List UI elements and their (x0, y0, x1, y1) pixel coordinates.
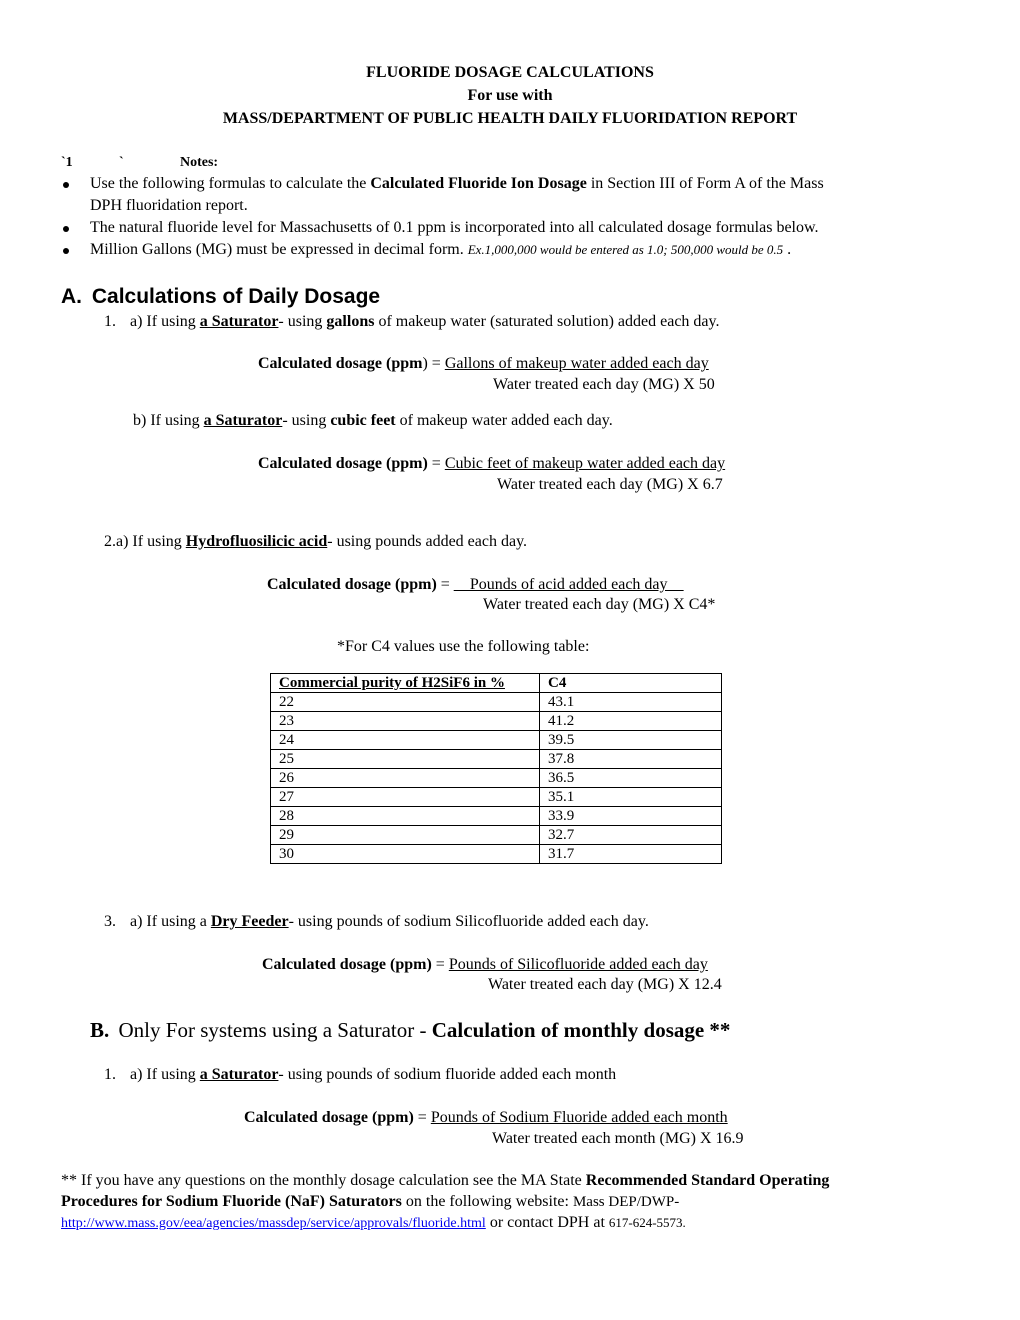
item-text: - using pounds added each day. (327, 533, 528, 550)
item-1a (104, 313, 719, 331)
footer-line-3 (61, 1214, 686, 1232)
notes-tick: ` (119, 155, 124, 170)
footer-text: Mass DEP/DWP- (572, 1194, 680, 1210)
calc-equals: ) = (422, 355, 445, 372)
notes-label: Notes: (180, 155, 219, 170)
calc-label: Calculated dosage (ppm (258, 355, 423, 372)
formula-numerator: Gallons of makeup water added each day (444, 355, 709, 372)
table-row (271, 693, 722, 712)
section-a-heading (61, 285, 380, 309)
section-title-bold: Calculation of monthly dosage ** (431, 1018, 731, 1042)
purity-cell: 29 (271, 826, 540, 845)
item-number: 1. (104, 313, 116, 330)
formula-2-numerator-line (267, 576, 684, 594)
purity-cell: 22 (271, 693, 540, 712)
c4-cell: 39.5 (540, 731, 722, 750)
item-3 (104, 913, 649, 931)
formula-1b-denominator: Water treated each day (MG) X 6.7 (497, 476, 723, 493)
formula-3-numerator-line (262, 956, 708, 974)
footer-line-1 (61, 1172, 829, 1190)
note-bullet-1-cont: DPH fluoridation report. (90, 197, 248, 214)
purity-cell: 27 (271, 788, 540, 807)
device-name: Hydrofluosilicic acid (185, 533, 328, 550)
item-1b (133, 412, 613, 430)
phone-number: 617-624-5573. (608, 1215, 686, 1230)
footer-text: ** If you have any questions on the monthly dosage calculation see the MA State (61, 1172, 586, 1189)
formula-3-denominator: Water treated each day (MG) X 12.4 (488, 976, 722, 993)
calc-equals: = (413, 1109, 431, 1126)
note-bullet-1 (90, 175, 824, 193)
c4-cell: 32.7 (540, 826, 722, 845)
note-bullet-3 (90, 241, 791, 259)
document-subtitle: For use with (467, 87, 553, 104)
report-name: MASS/DEPARTMENT OF PUBLIC HEALTH DAILY FLUORIDATION REPORT (222, 110, 798, 127)
document-title: FLUORIDE DOSAGE CALCULATIONS (366, 64, 654, 81)
bullet-icon (63, 226, 69, 232)
c4-table (270, 673, 722, 864)
notes-prefix: `1 (61, 155, 73, 170)
device-name: a Saturator (199, 1066, 279, 1083)
section-title: Only For systems using a Saturator - (118, 1018, 432, 1042)
purity-cell: 24 (271, 731, 540, 750)
item-number: 2. (104, 533, 116, 550)
unit-name: gallons (326, 313, 375, 330)
formula-b1-numerator-line (244, 1109, 728, 1127)
c4-cell: 35.1 (540, 788, 722, 807)
item-number: 3. (104, 913, 116, 930)
purity-cell: 30 (271, 845, 540, 864)
c4-cell: 41.2 (540, 712, 722, 731)
section-b-heading (90, 1018, 730, 1043)
purity-cell: 26 (271, 769, 540, 788)
item-text: a) If using (130, 1066, 200, 1083)
calc-equals: = (431, 956, 449, 973)
footer-bold-text: Recommended Standard Operating (585, 1172, 830, 1189)
table-row (271, 845, 722, 864)
calc-label: Calculated dosage (ppm) (244, 1109, 414, 1126)
device-name: Dry Feeder (210, 913, 289, 930)
table-row (271, 807, 722, 826)
calc-equals: = (436, 576, 454, 593)
note-example: Ex.1,000,000 would be entered as 1.0; 500,000 would be 0.5 (467, 242, 784, 257)
footer-text: or contact DPH at (485, 1214, 609, 1231)
column-header-c4: C4 (540, 674, 722, 693)
table-row (271, 750, 722, 769)
purity-cell: 28 (271, 807, 540, 826)
formula-numerator: Pounds of Sodium Fluoride added each month (430, 1109, 728, 1126)
table-header-row (271, 674, 722, 693)
c4-cell: 43.1 (540, 693, 722, 712)
formula-numerator: Pounds of Silicofluoride added each day (448, 956, 708, 973)
note-bold-text: Calculated Fluoride Ion Dosage (370, 175, 587, 192)
footer-text: on the following website: (401, 1193, 573, 1210)
c4-table-note: *For C4 values use the following table: (337, 638, 590, 655)
note-text: in Section III of Form A of the Mass (586, 175, 824, 192)
table-row (271, 712, 722, 731)
item-text: - using pounds of sodium fluoride added each month (278, 1066, 617, 1083)
table-row (271, 826, 722, 845)
item-text: b) If using (133, 412, 204, 429)
item-text: a) If using a (130, 913, 211, 930)
purity-cell: 25 (271, 750, 540, 769)
device-name: a Saturator (199, 313, 279, 330)
item-text: a) If using (130, 313, 200, 330)
fluoride-link[interactable]: http://www.mass.gov/eea/agencies/massdep/service/approvals/fluoride.html (61, 1216, 486, 1231)
c4-cell: 31.7 (540, 845, 722, 864)
formula-1a-denominator: Water treated each day (MG) X 50 (493, 376, 715, 393)
item-number: 1. (104, 1066, 116, 1083)
item-b1 (104, 1066, 616, 1084)
section-letter: A. (61, 285, 82, 308)
c4-cell: 36.5 (540, 769, 722, 788)
table-row (271, 731, 722, 750)
table-row (271, 788, 722, 807)
formula-1b-numerator-line (258, 455, 725, 473)
column-header-purity: Commercial purity of H2SiF6 in % (271, 674, 540, 693)
bullet-icon (63, 182, 69, 188)
item-text: of makeup water added each day. (395, 412, 613, 429)
purity-cell: 23 (271, 712, 540, 731)
unit-name: cubic feet (330, 412, 396, 429)
note-text: . (783, 241, 792, 258)
formula-numerator: __Pounds of acid added each day__ (453, 576, 684, 593)
item-2 (104, 533, 527, 551)
item-text: a) If using (116, 533, 186, 550)
calc-label: Calculated dosage (ppm) (258, 455, 428, 472)
table-row (271, 769, 722, 788)
formula-1a-numerator-line (258, 355, 709, 373)
formula-2-denominator: Water treated each day (MG) X C4* (483, 596, 716, 613)
note-text: Million Gallons (MG) must be expressed in decimal form. (90, 241, 468, 258)
item-text: - using (278, 313, 327, 330)
calc-equals: = (427, 455, 445, 472)
item-text: - using pounds of sodium Silicofluoride added each day. (288, 913, 649, 930)
formula-numerator: Cubic feet of makeup water added each day (444, 455, 726, 472)
c4-cell: 37.8 (540, 750, 722, 769)
footer-bold-text: Procedures for Sodium Fluoride (NaF) Saturators (61, 1193, 402, 1210)
c4-cell: 33.9 (540, 807, 722, 826)
note-bullet-2: The natural fluoride level for Massachusetts of 0.1 ppm is incorporated into all calculated dosage formulas below. (90, 219, 819, 236)
note-text: Use the following formulas to calculate the (90, 175, 371, 192)
calc-label: Calculated dosage (ppm) (262, 956, 432, 973)
item-text: - using (282, 412, 331, 429)
item-text: of makeup water (saturated solution) added each day. (374, 313, 720, 330)
formula-b1-denominator: Water treated each month (MG) X 16.9 (492, 1130, 744, 1147)
calc-label: Calculated dosage (ppm) (267, 576, 437, 593)
bullet-icon (63, 248, 69, 254)
device-name: a Saturator (203, 412, 283, 429)
footer-line-2 (61, 1193, 679, 1211)
section-title: Calculations of Daily Dosage (91, 285, 381, 308)
section-letter: B. (90, 1018, 110, 1042)
